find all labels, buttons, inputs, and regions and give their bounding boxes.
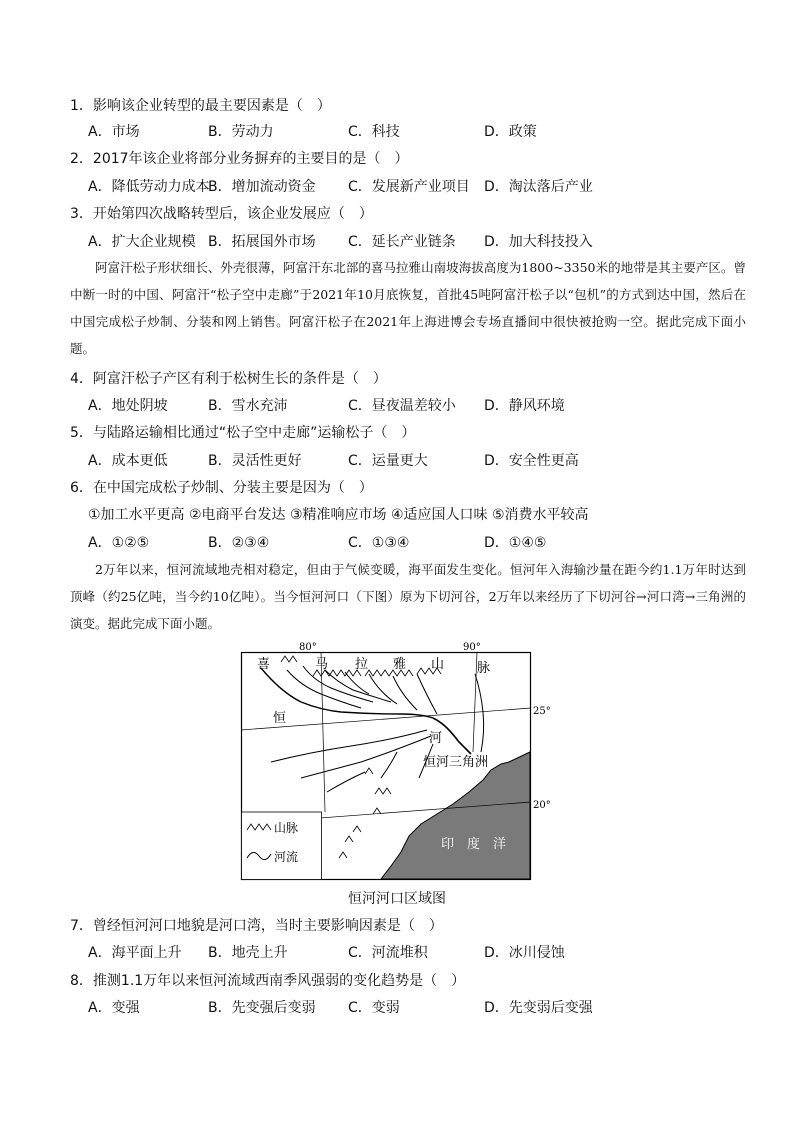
option-a: A．成本更低 [88,453,168,469]
option-b: B．增加流动资金 [208,179,316,195]
option-d: D．加大科技投入 [484,234,593,250]
mountain-char: 拉 [355,657,369,672]
mountain-char: 脉 [477,661,491,676]
option-c: C．运量更大 [348,453,428,469]
option-a: A．海平面上升 [88,945,182,961]
option-d: D．政策 [484,124,537,140]
reading-passage-ganges: 2万年以来，恒河流域地壳相对稳定，但由于气候变暖，海平面发生变化。恒河年入海输沙量在距今约1.1万年时达到顶峰（约25亿吨，当今约10亿吨）。当今恒河河口（下图）原为下切河谷，2万年以来经历了下切河谷→河口湾→三角洲的演变。据此完成下面小题。 [70,562,746,631]
option-c: C．①③④ [348,535,410,551]
ganges-estuary-map [241,642,551,880]
option-a: A．地处阴坡 [88,398,168,414]
map-caption: 恒河河口区域图 [348,891,446,907]
legend-river-label: 河流 [274,850,299,864]
option-c: C．昼夜温差较小 [348,398,456,414]
option-b: B．拓展国外市场 [208,234,316,250]
question-2: 2．2017年该企业将部分业务摒弃的主要目的是（ ） [70,151,409,167]
question-7: 7．曾经恒河河口地貌是河口湾，当时主要影响因素是（ ） [70,918,443,934]
latitude-25-label: 25° [533,706,551,717]
option-c: C．发展新产业项目 [348,179,470,195]
longitude-80-label: 80° [299,642,317,653]
legend-mountain-label: 山脉 [274,821,299,835]
question-1: 1．影响该企业转型的最主要因素是（ ） [70,98,331,114]
question-8: 8．推测1.1万年以来恒河流域西南季风强弱的变化趋势是（ ） [70,973,466,989]
reading-passage-pine-nuts: 阿富汗松子形状细长、外壳很薄，阿富汗东北部的喜马拉雅山南坡海拔高度为1800~3350米的地带是其主要产区。曾中断一时的中国、阿富汗“松子空中走廊”于2021年10月底恢复，首批45吨阿富汗松子以“包机”的方式到达中国，然后在中国完成松子炒制、分装和网上销售。阿富汗松子在2021年上海进博会专场直播间中很快被抢购一空。据此完成下面小题。 [70,260,746,356]
option-a: A．降低劳动力成本 [88,179,210,195]
option-a: A．变强 [88,1000,140,1016]
option-b: B．雪水充沛 [208,398,288,414]
mountain-char: 雅 [393,657,407,672]
option-d: D．安全性更高 [484,453,579,469]
option-c: C．延长产业链条 [348,234,456,250]
question-5: 5．与陆路运输相比通过“松子空中走廊”运输松子（ ） [70,425,416,441]
latitude-20-label: 20° [533,800,551,811]
option-d: D．①④⑤ [484,535,547,551]
option-a: A．市场 [88,124,140,140]
option-a: A．扩大企业规模 [88,234,196,250]
option-c: C．变弱 [348,1000,400,1016]
river-label-he: 河 [429,731,443,746]
option-c: C．河流堆积 [348,945,428,961]
mountain-char: 喜 [257,657,271,672]
option-d: D．淘汰落后产业 [484,179,593,195]
river-label-heng: 恒 [273,711,287,726]
question-6: 6．在中国完成松子炒制、分装主要是因为（ ） [70,480,373,496]
question-6-items: ①加工水平更高 ②电商平台发达 ③精准响应市场 ④适应国人口味 ⑤消费水平较高 [88,507,589,523]
question-4: 4．阿富汗松子产区有利于松树生长的条件是（ ） [70,371,387,387]
mountain-char: 马 [315,657,329,672]
question-3: 3．开始第四次战略转型后，该企业发展应（ ） [70,206,373,222]
option-b: B．灵活性更好 [208,453,302,469]
option-c: C．科技 [348,124,400,140]
option-d: D．先变弱后变强 [484,1000,593,1016]
option-d: D．静风环境 [484,398,565,414]
option-d: D．冰川侵蚀 [484,945,565,961]
option-b: B．劳动力 [208,124,274,140]
option-a: A．①②⑤ [88,535,150,551]
ocean-label: 印 度 洋 [441,837,507,852]
delta-label: 恒河三角洲 [423,755,489,770]
longitude-90-label: 90° [463,642,481,653]
mountain-char: 山 [431,657,445,672]
option-b: B．先变强后变弱 [208,1000,316,1016]
option-b: B．②③④ [208,535,270,551]
option-b: B．地壳上升 [208,945,288,961]
